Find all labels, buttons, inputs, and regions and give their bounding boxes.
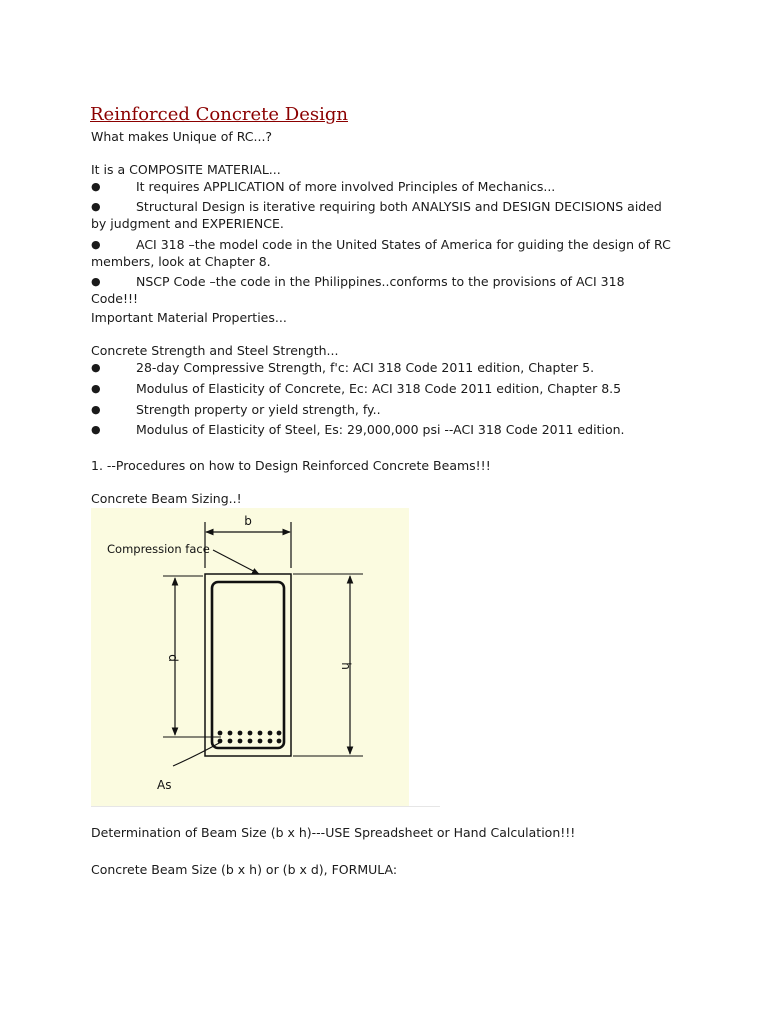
bullet-icon: ● (91, 200, 101, 213)
bullet-icon: ● (91, 238, 101, 251)
beam-sizing-text: Concrete Beam Sizing..! (91, 491, 242, 506)
list-item-text: It requires APPLICATION of more involved Principles of Mechanics... (136, 179, 556, 194)
list-item (91, 359, 691, 376)
formula-text: Concrete Beam Size (b x h) or (b x d), FORMULA: (91, 862, 398, 877)
list-item-text: 28-day Compressive Strength, f'c: ACI 318 Code 2011 edition, Chapter 5. (136, 360, 595, 375)
rebar-group (218, 731, 282, 744)
procedure-text: 1. --Procedures on how to Design Reinforced Concrete Beams!!! (91, 458, 491, 473)
beam-section-diagram (91, 508, 409, 806)
list-item (91, 178, 691, 195)
stirrup (212, 582, 284, 748)
list-item-text: ACI 318 –the model code in the United States of America for guiding the design of RC members, look at Chapter 8. (91, 237, 671, 269)
page-title: Reinforced Concrete Design (90, 104, 348, 125)
compression-leader (213, 550, 259, 574)
as-leader (173, 742, 221, 766)
list-item-text: Strength property or yield strength, fy.. (136, 402, 381, 417)
figure-divider (91, 806, 440, 807)
list-item-text: NSCP Code –the code in the Philippines..conforms to the provisions of ACI 318 Code!!! (91, 274, 625, 306)
bullet-icon: ● (91, 361, 101, 374)
list-item (91, 380, 691, 397)
bullet-icon: ● (91, 275, 101, 288)
list-item-text: Modulus of Elasticity of Steel, Es: 29,000,000 psi --ACI 318 Code 2011 edition. (136, 422, 625, 437)
list-item-text: Structural Design is iterative requiring both ANALYSIS and DESIGN DECISIONS aided by judgment and EXPERIENCE. (91, 199, 662, 231)
strength-heading: Concrete Strength and Steel Strength... (91, 343, 339, 358)
bullet-icon: ● (91, 382, 101, 395)
intro-text: What makes Unique of RC...? (91, 129, 273, 144)
label-compression-face: Compression face (107, 542, 210, 556)
determination-text: Determination of Beam Size (b x h)---USE Spreadsheet or Hand Calculation!!! (91, 825, 576, 840)
list-item (91, 421, 691, 438)
label-d: d (166, 654, 180, 662)
bullet-icon: ● (91, 423, 101, 436)
beam-outline (205, 574, 291, 756)
label-h: h (339, 662, 353, 670)
beam-section-figure (91, 508, 409, 806)
list-item-text: Modulus of Elasticity of Concrete, Ec: ACI 318 Code 2011 edition, Chapter 8.5 (136, 381, 622, 396)
list-item (91, 401, 691, 418)
label-as: As (157, 778, 172, 792)
bullet-icon: ● (91, 180, 101, 193)
important-text: Important Material Properties... (91, 310, 287, 325)
label-b: b (244, 514, 252, 528)
composite-text: It is a COMPOSITE MATERIAL... (91, 162, 281, 177)
bullet-icon: ● (91, 403, 101, 416)
